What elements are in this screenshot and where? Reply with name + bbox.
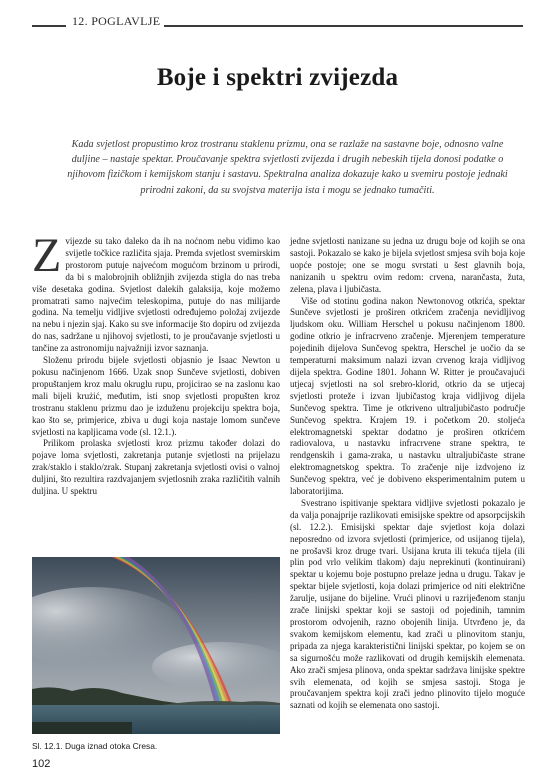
left-paragraph-2: Složenu prirodu bijele svjetlosti objasnio je Isaac Newton u pokusu načinjenom 1666. Uzak snop Sunčeve svjetlosti, dobiven propuštanjem kroz malu okruglu rupu, projicirao se na zaslonu kao mali bijeli krużić, međutim, isti snop svjetlosti propušten kroz trostranu staklenu prizmu dao je izduženu projekciju spektra boja, kao što se, primjerice, zbiva u dugi koja nastaje lomom sunčeve svjetlosti na kapljicama vode (sl. 12.1.). xyxy=(32,355,280,437)
intro-paragraph: Kada svjetlost propustimo kroz trostranu staklenu prizmu, ona se razlaže na sastavne boje, odnosno valne duljine – nastaje spektar. Proučavanje spektra svjetlosti zvijezda i drugih nebeskih tijela donosi podatke o njihovom fizičkom i kemijskom stanju i sastavu. Spektralna analiza dokazuje kako u svemiru postoje jednaki prirodni zakoni, da su svojstva materija ista i mogu se jednako tumačiti. xyxy=(67,139,508,196)
left-paragraph-1-text: vijezde su tako daleko da ih na noćnom nebu vidimo kao svijetle točkice različita sjaja. Premda svjetlost svemirskim prostorom putuje najvećom mogućom brzinom u prirodi, da bi s malobrojnih obližnjih zvijezda stigla do nas treba više desetaka godina. Svjetlost dalekih galaksija, koje možemo promatrati samo najvećim teleskopima, putuje do nas milijarde godina. Na temelju vidljive svjetlosti određujemo položaj zvijezde na nebu i njezin sjaj. Kako su sve informacije što dopiru od zvijezda do nas, sadržane u njihovoj svjetlosti, to je proučavanje svjetlosti u tančine za astronomiju najvažniji izvor saznanja. xyxy=(32,236,280,354)
chapter-header xyxy=(32,14,523,28)
right-paragraph-2: Više od stotinu godina nakon Newtonovog otkrića, spektar Sunčeve svjetlosti je proširen otkrićem zračenja nevidljivog ljudskom oku. William Herschel u pokusu načinjenom 1800. godine otkrio je infracrveno zračenje. Mjerenjem temperature pojedinih dijelova Sunčevog spektra, Herschel je uočio da se temperaturni maksimum nalazi izvan crvenog kraja vidljivog dijela spektra. Godine 1801. Johann W. Ritter je proučavajući utjecaj svjetlosti na sol srebro-klorid, otkrio da se utjecaj svjetlosti proteže i izvan ljubičastog kraja vidljivog dijela Sunčevog spektra. Time je otkriveno ultraljubičasto područje Sunčevog spektra. Krajem 19. i početkom 20. stoljeća elektromagnetski spektar dodatno je proširen otkrićem radiovalova, u nastavku infracrvene strane spektra, te rendgenskih i gama-zraka, u nastavku ultraljubičaste strane elektromagnetskog spektra. To zračenje nije izdvojeno iz Sunčevog spektra, već je dobiveno eksperimentalnim putem u laboratorijima. xyxy=(290,295,525,497)
left-paragraph-1 xyxy=(32,229,280,355)
page-number: 102 xyxy=(32,758,51,770)
header-rule-right xyxy=(164,25,523,27)
drop-cap: Z xyxy=(32,229,62,282)
left-paragraph-3: Prilikom prolaska svjetlosti kroz prizmu također dolazi do pojave loma svjetlosti, zakretanja putanje svjetlosti na prijelazu zrak/staklo i staklo/zrak. Stupanj zakretanja svjetlosti ovisi o valnoj duljini, što rezultira razdvajanjem svjetlosnih zraka različitih valnih duljina. U spektru xyxy=(32,438,280,497)
rainbow-photo-graphic xyxy=(32,557,280,734)
right-column xyxy=(290,236,525,712)
right-paragraph-3: Svestrano ispitivanje spektara vidljive svjetlosti pokazalo je da valja ponajprije razlikovati emisijske spektre od apsorpcijskih (sl. 12.2.). Emisijski spektar daje svjetlost koja dolazi neposredno od izvora svjetlosti (primjerice, od usijanog tijela), ne prošavši kroz druge tvari. Usijana kruta ili tekuća tijela (ili plin pod vrlo velikim tlakom) daju neprekinuti (kontinuirani) spektar u kojemu boje postupno prelaze jedna u drugu. Takav je spektar bijele svjetlosti, koja dolazi primjerice od niti električne žarulje, usijane do bijeline. Vrući plinovi u razrijeđenom stanju zrače linijski spektar koji se sastoji od pojedinih, tamnim prostorom odvojenih, razno obojenih linija. Utvrđeno je, da svakom kemijskom elementu, kad zrači u plinovitom stanju, pripada za njega karakteristični linijski spektar, po kojem se on sa sigurnošću može razlikovati od drugih kemijskih elemenata. Ako zrači smjesa plinova, onda spektar sadržava linijske spektre svih elemenata, od kojih se smjesa sastoji. Stoga je proučavanjem spektra koji zrači jedno plinovito tijelo moguće saznati od kojih se elemenata ono sastoji. xyxy=(290,497,525,711)
foreground-shore xyxy=(32,722,132,734)
header-rule-left xyxy=(32,25,66,27)
figure-caption: Sl. 12.1. Duga iznad otoka Cresa. xyxy=(32,741,158,751)
left-column xyxy=(32,229,280,498)
rainbow-photo xyxy=(32,557,280,734)
right-paragraph-1: jedne svjetlosti nanizane su jedna uz drugu boje od kojih se ona sastoji. Pokazalo se kako je bijela svjetlost smjesa svih boja koje uopće postoje; one se mogu svrstati u šest glavnih boja, nanizanih u spektru ovim redom: crvena, narančasta, žuta, zelena, plava i ljubičasta. xyxy=(290,236,525,294)
page-title: Boje i spektri zvijezda xyxy=(156,64,399,91)
chapter-label: 12. POGLAVLJE xyxy=(72,14,161,28)
